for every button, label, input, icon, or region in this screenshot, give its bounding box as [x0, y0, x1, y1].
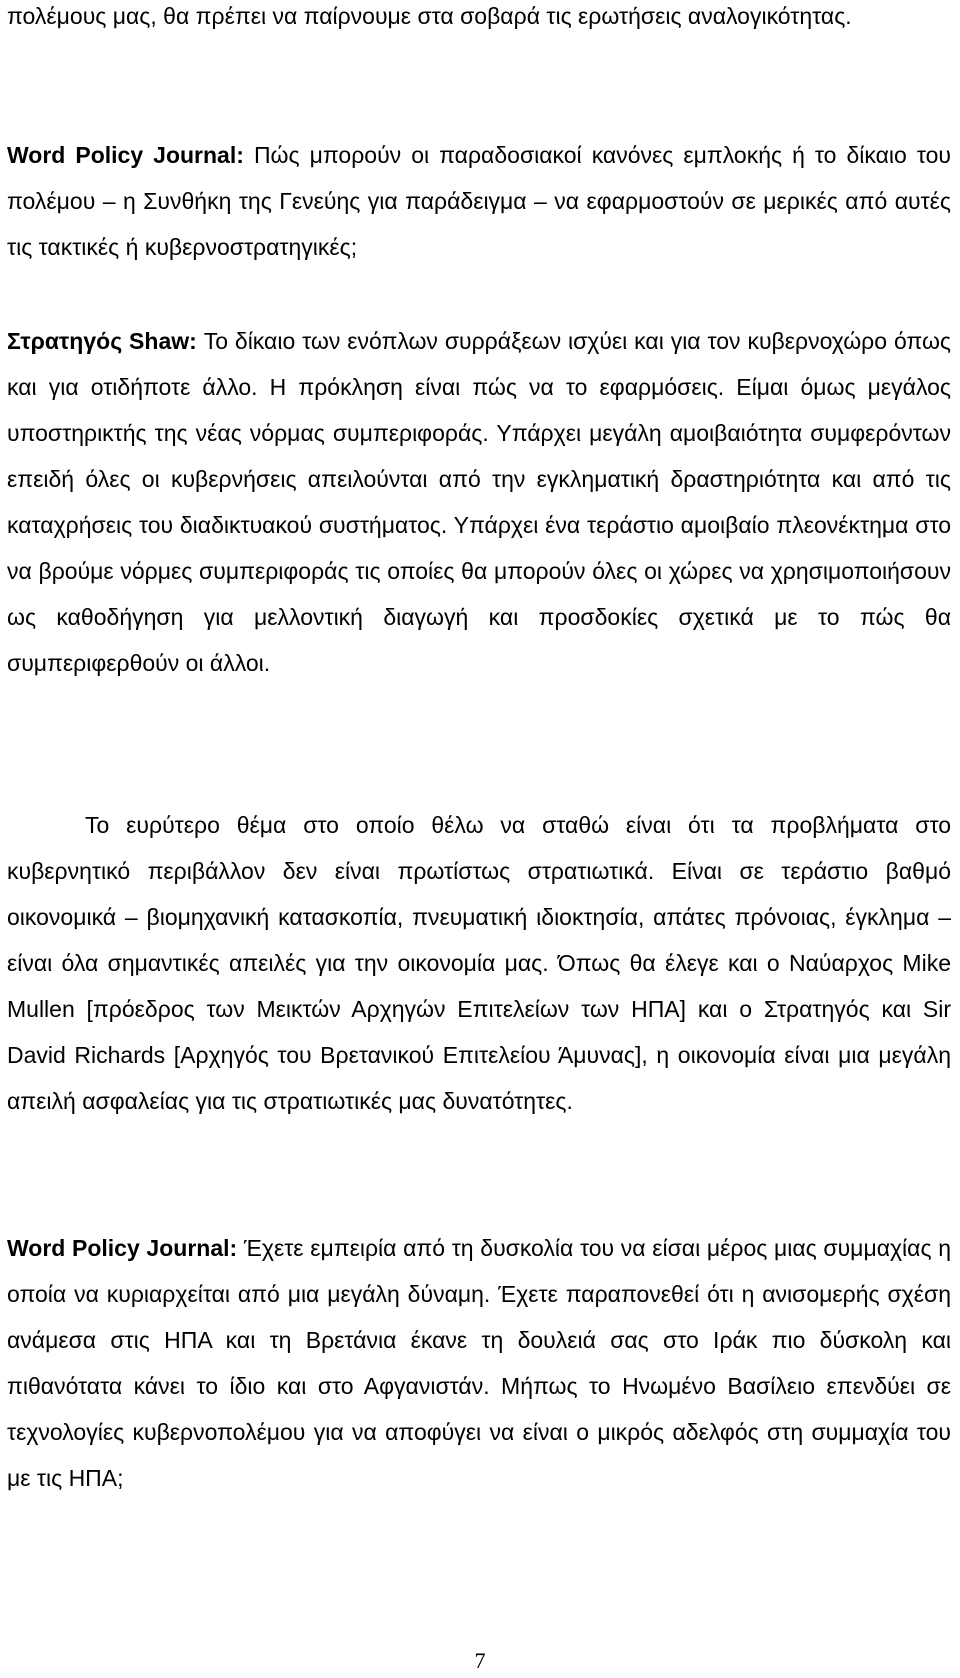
paragraph-text: πολέμους μας, θα πρέπει να παίρνουμε στα σοβαρά τις ερωτήσεις αναλογικότητας.: [7, 3, 852, 29]
paragraph-continuation: [7, 0, 951, 39]
page-number: 7: [474, 1648, 486, 1673]
speaker-label: Word Policy Journal:: [7, 1235, 238, 1261]
paragraph-question-2: [7, 1225, 951, 1501]
paragraph-text: Πώς μπορούν οι παραδοσιακοί κανόνες εμπλοκής ή το δίκαιο του πολέμου – η Συνθήκη της Γενεύης για παράδειγμα – να εφαρμοστούν σε μερικές από αυτές τις τακτικές ή κυβερνοστρατηγικές;: [7, 142, 951, 260]
paragraph-answer-1: [7, 318, 951, 686]
speaker-label: Word Policy Journal:: [7, 142, 244, 168]
paragraph-text: Το δίκαιο των ενόπλων συρράξεων ισχύει και για τον κυβερνοχώρο όπως και για οτιδήποτε άλλο. Η πρόκληση είναι πώς να το εφαρμόσεις. Είμαι όμως μεγάλος υποστηρικτής της νέας νόρμας συμπεριφοράς. Υπάρχει μεγάλη αμοιβαιότητα συμφερόντων επειδή όλες οι κυβερνήσεις απειλούνται από την εγκληματική δραστηριότητα και από τις καταχρήσεις του διαδικτυακού συστήματος. Υπάρχει ένα τεράστιο αμοιβαίο πλεονέκτημα στο να βρούμε νόρμες συμπεριφοράς τις οποίες θα μπορούν όλες οι χώρες να χρησιμοποιήσουν ως καθοδήγηση για μελλοντική διαγωγή και προσδοκίες σχετικά με το πώς θα συμπεριφερθούν οι άλλοι.: [7, 328, 951, 676]
paragraph-text: Το ευρύτερο θέμα στο οποίο θέλω να σταθώ είναι ότι τα προβλήματα στο κυβερνητικό περιβάλλον δεν είναι πρωτίστως στρατιωτικά. Είναι σε τεράστιο βαθμό οικονομικά – βιομηχανική κατασκοπία, πνευματική ιδιοκτησία, απάτες πρόνοιας, έγκλημα – είναι όλα σημαντικές απειλές για την οικονομία μας. Όπως θα έλεγε και ο Ναύαρχος Mike Mullen [πρόεδρος των Μεικτών Αρχηγών Επιτελείων των ΗΠΑ] και ο Στρατηγός και Sir David Richards [Αρχηγός του Βρετανικού Επιτελείου Άμυνας], η οικονομία είναι μια μεγάλη απειλή ασφαλείας για τις στρατιωτικές μας δυνατότητες.: [7, 812, 951, 1114]
paragraph-answer-continued: [7, 802, 951, 1124]
speaker-label: Στρατηγός Shaw:: [7, 328, 197, 354]
paragraph-text: Έχετε εμπειρία από τη δυσκολία του να είσαι μέρος μιας συμμαχίας η οποία να κυριαρχείται από μια μεγάλη δύναμη. Έχετε παραπονεθεί ότι η ανισομερής σχέση ανάμεσα στις ΗΠΑ και τη Βρετάνια έκανε τη δουλειά σας στο Ιράκ πιο δύσκολη και πιθανότατα κάνει το ίδιο και στο Αφγανιστάν. Μήπως το Ηνωμένο Βασίλειο επενδύει σε τεχνολογίες κυβερνοπολέμου για να αποφύγει να είναι ο μικρός αδελφός στη συμμαχία του με τις ΗΠΑ;: [7, 1235, 952, 1491]
paragraph-question-1: [7, 132, 951, 270]
